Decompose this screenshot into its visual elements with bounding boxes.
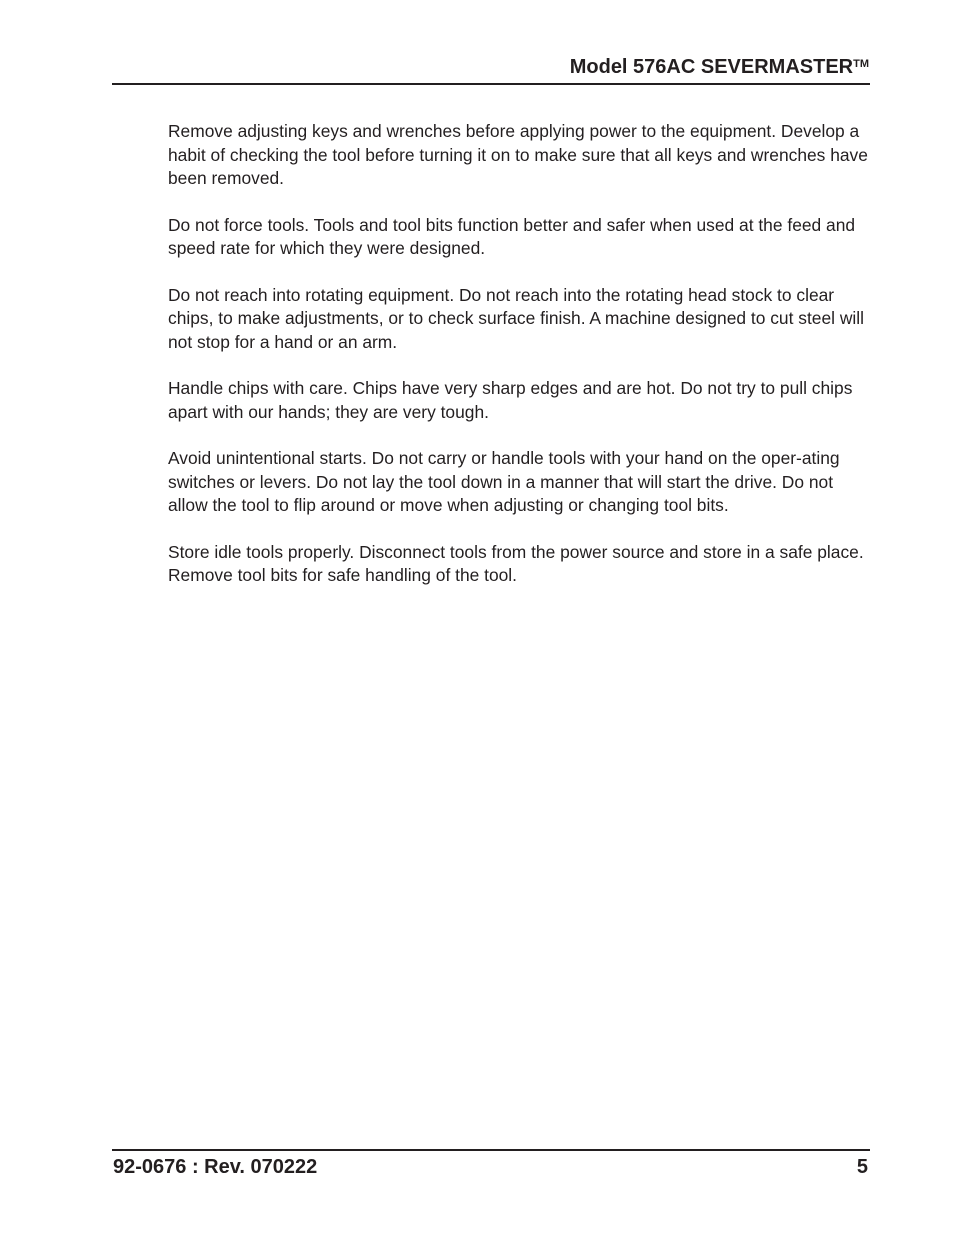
document-revision: 92-0676 : Rev. 070222 <box>113 1156 318 1178</box>
paragraph-unintentional-starts: Avoid unintentional starts. Do not carry or handle tools with your hand on the oper-ating switches or levers. Do not lay the tool down in a manner that will start the drive. Do not allow the tool to flip around or move when adjusting or changing tool bits. <box>168 448 840 515</box>
paragraph-force-tools: Do not force tools. Tools and tool bits function better and safer when used at the feed and speed rate for which they were designed. <box>168 214 856 258</box>
trademark-symbol: TM <box>853 58 869 70</box>
model-title: Model 576AC SEVERMASTER <box>569 56 854 78</box>
paragraph-rotating-equipment: Do not reach into rotating equipment. Do not reach into the rotating head stock to clear chips, to make adjustments, or to check surface finish. A machine designed to cut steel will not stop for a hand or an arm. <box>168 284 864 352</box>
paragraph-store-tools: Store idle tools properly. Disconnect tools from the power source and store in a safe place. Remove tool bits for safe handling of the tool. <box>168 541 864 585</box>
header-divider <box>112 83 870 85</box>
page-header-title <box>570 56 869 79</box>
paragraph-handle-chips: Handle chips with care. Chips have very sharp edges and are hot. Do not try to pull chips apart with our hands; they are very tough. <box>168 378 853 422</box>
page-number: 5 <box>856 1156 868 1178</box>
footer-divider <box>112 1149 870 1151</box>
safety-instructions <box>168 120 874 611</box>
paragraph-adjusting-keys: Remove adjusting keys and wrenches before applying power to the equipment. Develop a habit of checking the tool before turning it on to make sure that all keys and wrenches have been removed. <box>168 121 868 188</box>
